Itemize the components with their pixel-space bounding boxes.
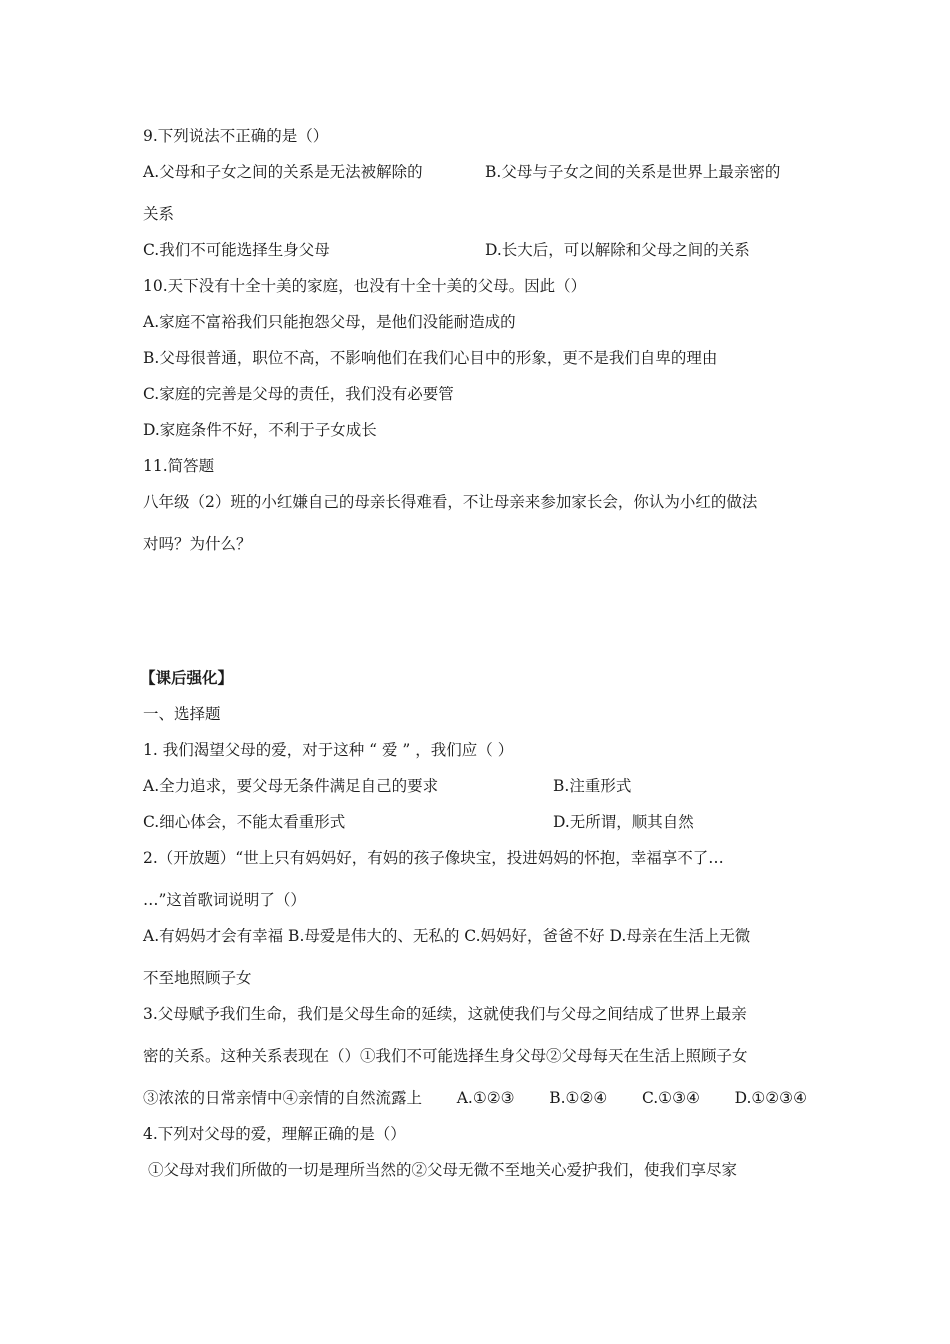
q9-option-b-continued: 关系 bbox=[143, 205, 175, 223]
q10-stem: 10.天下没有十全十美的家庭，也没有十全十美的父母。因此（） bbox=[143, 277, 587, 295]
p1-option-b: B.注重形式 bbox=[553, 777, 632, 795]
q11-line-1: 八年级（2）班的小红嫌自己的母亲长得难看，不让母亲来参加家长会，你认为小红的做法 bbox=[143, 493, 758, 511]
p3-line-1: 3.父母赋予我们生命，我们是父母生命的延续，这就使我们与父母之间结成了世界上最亲 bbox=[143, 1005, 747, 1023]
p1-option-c: C.细心体会，不能太看重形式 bbox=[143, 813, 346, 831]
q11-stem: 11.简答题 bbox=[143, 457, 215, 475]
q9-option-c: C.我们不可能选择生身父母 bbox=[143, 241, 330, 259]
p3-option-a: A.①②③ bbox=[456, 1089, 515, 1107]
p2-line-3: A.有妈妈才会有幸福 B.母爱是伟大的、无私的 C.妈妈好，爸爸不好 D.母亲在生活上无微 bbox=[143, 927, 751, 945]
p3-option-c: C.①③④ bbox=[641, 1089, 700, 1107]
section-title: 【课后强化】 bbox=[140, 668, 234, 687]
section-part: 一、选择题 bbox=[143, 705, 221, 723]
q9-option-b: B.父母与子女之间的关系是世界上最亲密的 bbox=[485, 163, 781, 181]
q10-option-c: C.家庭的完善是父母的责任，我们没有必要管 bbox=[143, 385, 454, 403]
p2-line-2: …”这首歌词说明了（） bbox=[143, 891, 306, 909]
q11-line-2: 对吗？为什么？ bbox=[143, 535, 252, 553]
q9-stem: 9.下列说法不正确的是（） bbox=[143, 127, 329, 145]
p1-option-d: D.无所谓，顺其自然 bbox=[553, 813, 694, 831]
q9-option-d: D.长大后，可以解除和父母之间的关系 bbox=[485, 241, 750, 259]
p3-option-d: D.①②③④ bbox=[734, 1089, 807, 1107]
p1-option-a: A.全力追求，要父母无条件满足自己的要求 bbox=[143, 777, 439, 795]
p3-line-3 bbox=[143, 1088, 807, 1108]
p2-line-4: 不至地照顾子女 bbox=[143, 969, 252, 987]
p3-line-3-text: ③浓浓的日常亲情中④亲情的自然流露上 bbox=[143, 1089, 423, 1107]
q9-option-a: A.父母和子女之间的关系是无法被解除的 bbox=[143, 163, 423, 181]
q10-option-b: B.父母很普通，职位不高，不影响他们在我们心目中的形象，更不是我们自卑的理由 bbox=[143, 349, 718, 367]
p4-line-1: ①父母对我们所做的一切是理所当然的②父母无微不至地关心爱护我们，使我们享尽家 bbox=[148, 1161, 738, 1179]
p4-stem: 4.下列对父母的爱，理解正确的是（） bbox=[143, 1125, 406, 1143]
p2-line-1: 2.（开放题）“世上只有妈妈好，有妈的孩子像块宝，投进妈妈的怀抱，幸福享不了… bbox=[143, 849, 724, 867]
p3-option-b: B.①②④ bbox=[549, 1089, 608, 1107]
p1-stem: 1. 我们渴望父母的爱，对于这种 “ 爱 ” ，我们应（ ） bbox=[143, 741, 514, 759]
q10-option-a: A.家庭不富裕我们只能抱怨父母，是他们没能耐造成的 bbox=[143, 313, 516, 331]
q10-option-d: D.家庭条件不好，不利于子女成长 bbox=[143, 421, 377, 439]
p3-line-2: 密的关系。这种关系表现在（）①我们不可能选择生身父母②父母每天在生活上照顾子女 bbox=[143, 1047, 748, 1065]
